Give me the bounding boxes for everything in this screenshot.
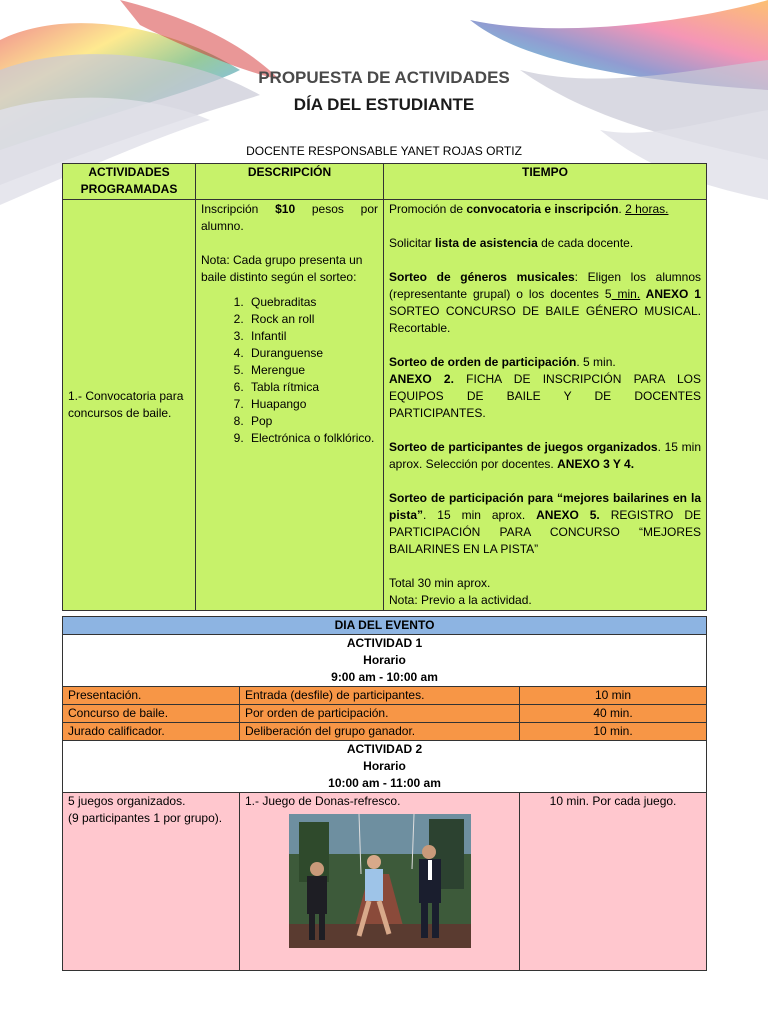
table-row: [63, 723, 707, 741]
list-item: 5. Merengue: [247, 362, 378, 379]
descripcion-cell: [196, 200, 384, 611]
row-tiempo: 10 min.: [520, 723, 707, 741]
header-actividades: ACTIVIDADES PROGRAMADAS: [63, 164, 196, 200]
actividad-1-heading: ACTIVIDAD 1 Horario 9:00 am - 10:00 am: [63, 635, 707, 687]
tiempo-sorteo-orden: Sorteo de orden de participación. 5 min. ANEXO 2. FICHA DE INSCRIPCIÓN PARA LOS EQUIPOS DE BAILE Y DE DOCENTES PARTICIPANTES.: [389, 355, 701, 420]
title-line-2: DÍA DEL ESTUDIANTE: [293, 95, 475, 114]
tiempo-lista: Solicitar lista de asistencia de cada docente.: [389, 236, 634, 250]
list-item: 4. Duranguense: [247, 345, 378, 362]
list-item: 7. Huapango: [247, 396, 378, 413]
descripcion-nota: Nota: Cada grupo presenta un baile distinto según el sorteo:: [201, 253, 363, 284]
table-row: [63, 793, 707, 971]
row-tiempo: 10 min: [520, 687, 707, 705]
tiempo-cell: [384, 200, 707, 611]
game-photo: [289, 814, 471, 948]
row-descripcion: Deliberación del grupo ganador.: [240, 723, 520, 741]
tiempo-nota: Nota: Previo a la actividad.: [389, 593, 532, 607]
row-descripcion: 1.- Juego de Donas-refresco.: [240, 793, 520, 971]
row-actividad: Jurado calificador.: [63, 723, 240, 741]
row-actividad: Concurso de baile.: [63, 705, 240, 723]
generos-list: [201, 294, 378, 447]
list-item: 6. Tabla rítmica: [247, 379, 378, 396]
tiempo-sorteo-bailarines: Sorteo de participación para “mejores bailarines en la pista”. 15 min aprox. ANEXO 5. REGISTRO DE PARTICIPACIÓN PARA CONCURSO “MEJORES BAILARINES EN LA PISTA”: [389, 491, 701, 556]
row-descripcion: Por orden de participación.: [240, 705, 520, 723]
header-tiempo: TIEMPO: [384, 164, 707, 200]
title-line-1: PROPUESTA DE ACTIVIDADES: [258, 68, 510, 87]
header-descripcion: DESCRIPCIÓN: [196, 164, 384, 200]
tiempo-total: Total 30 min aprox.: [389, 576, 491, 590]
list-item: 8. Pop: [247, 413, 378, 430]
row-tiempo: 40 min.: [520, 705, 707, 723]
row-descripcion: Entrada (desfile) de participantes.: [240, 687, 520, 705]
docente-responsable: DOCENTE RESPONSABLE YANET ROJAS ORTIZ: [246, 144, 522, 158]
list-item: 2. Rock an roll: [247, 311, 378, 328]
event-table: [62, 616, 707, 971]
table-row: [63, 705, 707, 723]
row-actividad: Presentación.: [63, 687, 240, 705]
tiempo-promocion: Promoción de convocatoria e inscripción. 2 horas.: [389, 202, 669, 216]
list-item: 3. Infantil: [247, 328, 378, 345]
event-header: DIA DEL EVENTO: [63, 617, 707, 635]
table-row: [63, 687, 707, 705]
tiempo-sorteo-juegos: Sorteo de participantes de juegos organizados. 15 min aprox. Selección por docentes. ANEXO 3 Y 4.: [389, 440, 702, 471]
activities-table: [62, 163, 707, 611]
row-actividad: 5 juegos organizados. (9 participantes 1 por grupo).: [63, 793, 240, 971]
list-item: 9. Electrónica o folklórico.: [247, 430, 378, 447]
descripcion-inscripcion: Inscripción $10 pesos por alumno.: [201, 202, 378, 233]
list-item: 1. Quebraditas: [247, 294, 378, 311]
actividad-2-heading: ACTIVIDAD 2 Horario 10:00 am - 11:00 am: [63, 741, 707, 793]
row-tiempo: 10 min. Por cada juego.: [520, 793, 707, 971]
actividad-cell: 1.- Convocatoria para concursos de baile.: [63, 200, 196, 611]
tiempo-sorteo-generos: Sorteo de géneros musicales: Eligen los alumnos (representante grupal) o los docentes 5 min. ANEXO 1 SORTEO CONCURSO DE BAILE GÉNERO MUSICAL. Recortable.: [389, 270, 701, 335]
